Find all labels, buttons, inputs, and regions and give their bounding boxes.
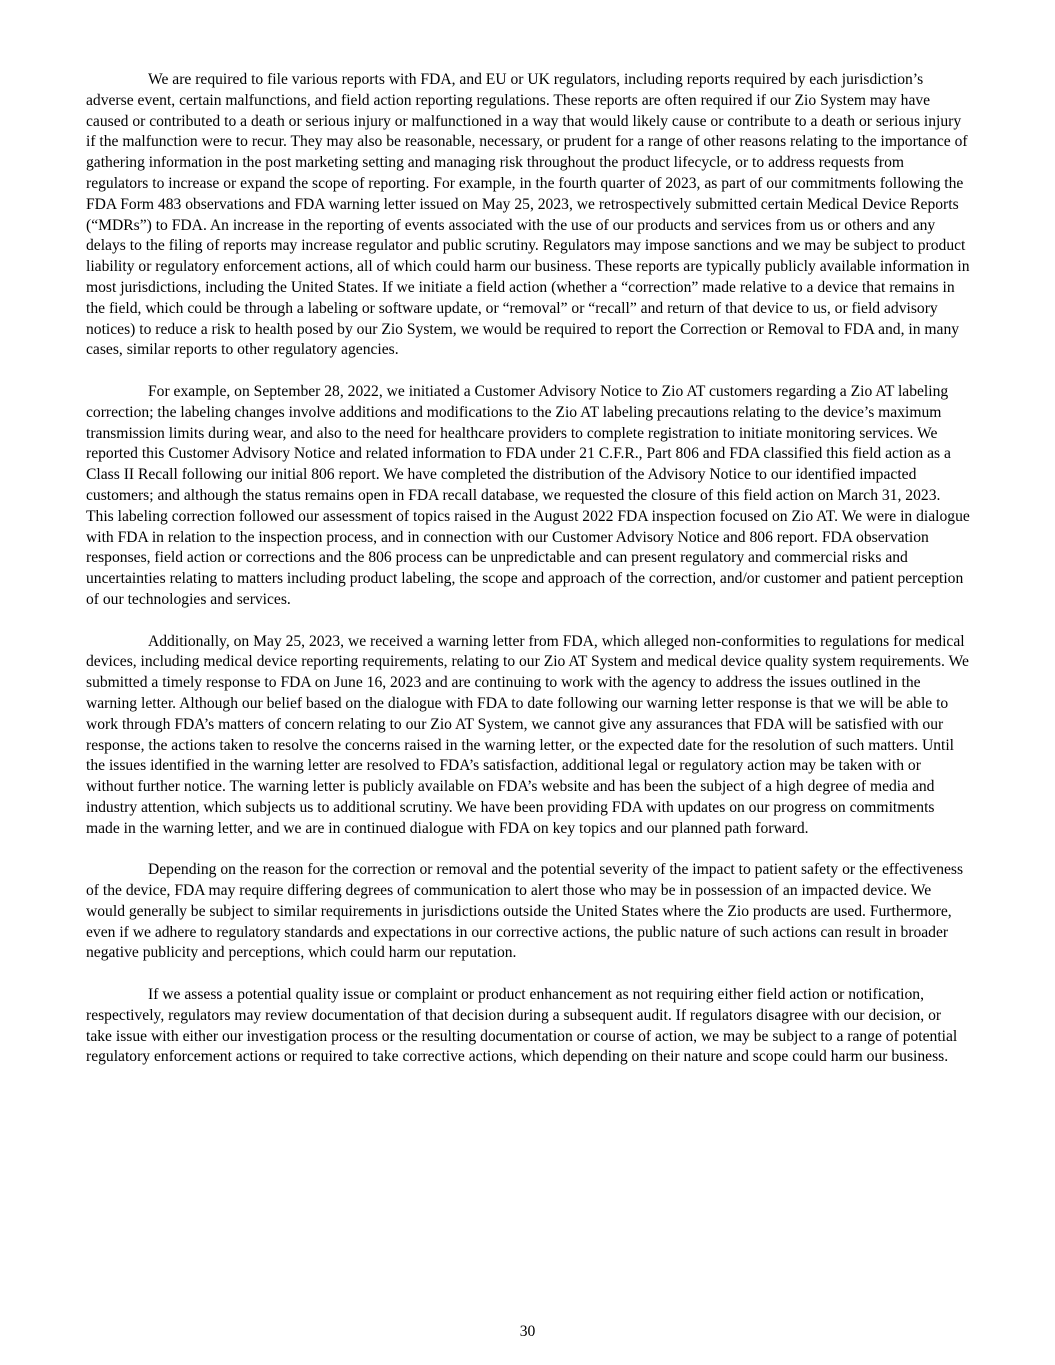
page-number: 30	[519, 1323, 536, 1340]
paragraph-quality-issue-audit: If we assess a potential quality issue or complaint or product enhancement as not requiring either field action or notification, respectively, regulators may review documentation of that decision during a subsequent audit. If regulators disagree with our decision, or take issue with either our investigation process or the resulting documentation or course of action, we may be subject to a range of potential regulatory enforcement actions or required to take corrective actions, which depending on their nature and scope could harm our business.	[86, 986, 958, 1066]
paragraph-customer-advisory-notice: For example, on September 28, 2022, we initiated a Customer Advisory Notice to Zio AT customers regarding a Zio AT labeling correction; the labeling changes involve additions and modifications to the Zio AT labeling precautions relating to the device’s maximum transmission limits during wear, and also to the need for healthcare providers to complete registration to initiate monitoring services. We reported this Customer Advisory Notice and related information to FDA under 21 C.F.R., Part 806 and FDA classified this field action as a Class II Recall following our initial 806 report. We have completed the distribution of the Advisory Notice to our identified impacted customers; and although the status remains open in FDA recall database, we requested the closure of this field action on March 31, 2023. This labeling correction followed our assessment of topics raised in the August 2022 FDA inspection focused on Zio AT. We were in dialogue with FDA in relation to the inspection process, and in connection with our Customer Advisory Notice and 806 report. FDA observation responses, field action or corrections and the 806 process can be unpredictable and can present regulatory and commercial risks and uncertainties relating to matters including product labeling, the scope and approach of the correction, and/or customer and patient perception of our technologies and services.	[86, 382, 970, 608]
paragraph-warning-letter: Additionally, on May 25, 2023, we received a warning letter from FDA, which alleged non-conformities to regulations for medical devices, including medical device reporting requirements, relating to our Zio AT System and medical device quality system requirements. We submitted a timely response to FDA on June 16, 2023 and are continuing to work with the agency to address the issues outlined in the warning letter. Although our belief based on the dialogue with FDA to date following our warning letter response is that we will be able to work through FDA’s matters of concern relating to our Zio AT System, we cannot give any assurances that FDA will be satisfied with our response, the actions taken to resolve the concerns raised in the warning letter, or the expected date for the resolution of such matters. Until the issues identified in the warning letter are resolved to FDA’s satisfaction, additional legal or regulatory action may be taken with or without further notice. The warning letter is publicly available on FDA’s website and has been the subject of a high degree of media and industry attention, which subjects us to additional scrutiny. We have been providing FDA with updates on our progress on commitments made in the warning letter, and we are in continued dialogue with FDA on key topics and our planned path forward.	[86, 632, 969, 837]
paragraph-reporting-requirements: We are required to file various reports with FDA, and EU or UK regulators, including reports required by each jurisdiction’s adverse event, certain malfunctions, and field action reporting regulations. These reports are often required if our Zio System may have caused or contributed to a death or serious injury or malfunctioned in a way that would likely cause or contribute to a death or serious injury if the malfunction were to recur. They may also be reasonable, necessary, or prudent for a range of other reasons relating to the importance of gathering information in the post marketing setting and managing risk throughout the product lifecycle, or to address requests from regulators to increase or expand the scope of reporting. For example, in the fourth quarter of 2023, as part of our commitments following the FDA Form 483 observations and FDA warning letter issued on May 25, 2023, we retrospectively submitted certain Medical Device Reports (“MDRs”) to FDA. An increase in the reporting of events associated with the use of our products and services from us or others and any delays to the filing of reports may increase regulator and public scrutiny. Regulators may impose sanctions and we may be subject to product liability or regulatory enforcement actions, all of which could harm our business. These reports are typically publicly available information in most jurisdictions, including the United States. If we initiate a field action (whether a “correction” made relative to a device that remains in the field, which could be through a labeling or software update, or “removal” or “recall” and return of that device to us, or field advisory notices) to reduce a risk to health posed by our Zio System, we would be required to report the Correction or Removal to FDA and, in many cases, similar reports to other regulatory agencies.	[86, 71, 970, 359]
paragraph-correction-removal: Depending on the reason for the correction or removal and the potential severity of the impact to patient safety or the effectiveness of the device, FDA may require differing degrees of communication to alert those who may be in possession of an impacted device. We would generally be subject to similar requirements in jurisdictions outside the United States where the Zio products are used. Furthermore, even if we adhere to regulatory standards and expectations in our corrective actions, the public nature of such actions can result in broader negative publicity and perceptions, which could harm our reputation.	[86, 861, 964, 962]
document-body	[86, 70, 970, 1089]
